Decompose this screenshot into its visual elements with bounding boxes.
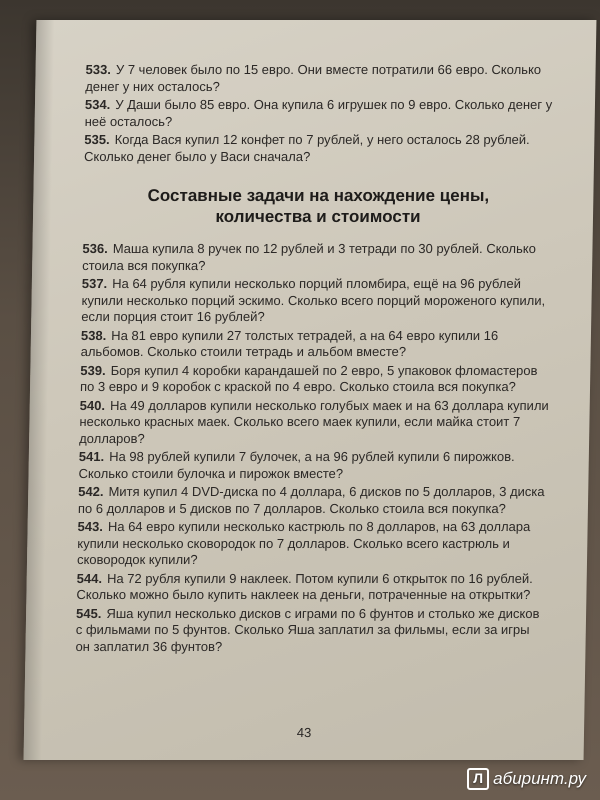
problem-text: На 49 долларов купили несколько голубых маек и на 63 доллара купили несколько красных маек. Сколько всего маек купили, если майка стоит 7 долларов? xyxy=(79,397,549,446)
labirint-logo-icon: Л xyxy=(467,768,489,790)
problem-540 xyxy=(79,398,550,448)
problem-text: На 72 рубля купили 9 наклеек. Потом купили 6 открыток по 16 рублей. Сколько можно было купить наклеек на деньги, потраченные на открытки? xyxy=(76,570,533,602)
problem-539 xyxy=(80,363,551,396)
problem-text: У 7 человек было по 15 евро. Они вместе потратили 66 евро. Сколько денег у них осталось? xyxy=(85,62,542,94)
problem-543 xyxy=(77,519,548,569)
problem-number: 542. xyxy=(78,484,104,499)
problem-number: 538. xyxy=(80,327,107,343)
problem-536 xyxy=(82,241,553,274)
page-number: 43 xyxy=(296,725,312,740)
problem-542 xyxy=(78,484,549,517)
problem-number: 543. xyxy=(77,519,104,534)
book-page xyxy=(24,20,597,760)
problem-number: 534. xyxy=(84,97,111,112)
problem-text: Когда Вася купил 12 конфет по 7 рублей, у него осталось 28 рублей. Сколько денег было у Васи сначала? xyxy=(83,132,530,164)
problem-number: 545. xyxy=(75,605,102,621)
problem-text: Маша купила 8 ручек по 12 рублей и 3 тетради по 30 рублей. Сколько стоила вся покупка? xyxy=(82,241,537,273)
problem-text: Митя купил 4 DVD-диска по 4 доллара, 6 дисков по 5 долларов, 3 диска по 6 долларов и 5 дисков по 7 долларов. Сколько стоила вся покупка? xyxy=(77,484,545,516)
problem-537 xyxy=(81,276,552,326)
section-title xyxy=(83,185,554,227)
problem-number: 537. xyxy=(81,276,108,291)
problem-533 xyxy=(85,62,556,95)
problem-number: 539. xyxy=(80,362,106,378)
problem-534 xyxy=(85,97,556,130)
problems-after-list xyxy=(75,241,552,655)
problem-541 xyxy=(78,449,549,482)
problem-number: 541. xyxy=(78,449,105,464)
problem-text: На 64 рубля купили несколько порций пломбира, ещё на 96 рублей купили несколько порций эскимо. Сколько всего порций мороженого купили, если порция стоит 16 рублей? xyxy=(81,276,546,324)
problem-text: На 81 евро купили 27 толстых тетрадей, а на 64 евро купили 16 альбомов. Сколько стоили тетрадь и альбом вместе? xyxy=(80,327,499,359)
problems-before-list xyxy=(84,62,556,165)
section-title-line1: Составные задачи на нахождение цены, xyxy=(147,186,490,205)
problem-text: Яша купил несколько дисков с играми по 6 фунтов и столько же дисков с фильмами по 5 фунтов. Сколько Яша заплатил за фильмы, если за игры он заплатил 36 фунтов? xyxy=(75,605,540,654)
labirint-watermark xyxy=(467,768,586,790)
problem-number: 544. xyxy=(76,570,103,586)
watermark-text: абиринт.ру xyxy=(493,769,586,788)
problem-text: У Даши было 85 евро. Она купила 6 игрушек по 9 евро. Сколько денег у неё осталось? xyxy=(84,97,553,129)
problem-538 xyxy=(81,328,552,361)
problem-535 xyxy=(84,132,555,165)
problem-545 xyxy=(75,606,546,656)
problem-text: Боря купил 4 коробки карандашей по 2 евро, 5 упаковок фломастеров по 3 евро и 9 коробок с краской по 4 евро. Сколько стоила вся покупка? xyxy=(79,362,538,394)
problem-544 xyxy=(76,571,547,604)
problem-text: На 98 рублей купили 7 булочек, а на 96 рублей купили 6 пирожков. Сколько стоили булочка и пирожок вместе? xyxy=(78,449,515,481)
problem-text: На 64 евро купили несколько кастрюль по 8 долларов, на 63 доллара купили несколько сковородок по 7 долларов. Сколько всего кастрюль и сковородок купили? xyxy=(76,519,531,567)
page-content xyxy=(75,62,555,657)
problem-number: 536. xyxy=(82,241,108,256)
problem-number: 535. xyxy=(84,132,110,147)
problem-number: 533. xyxy=(85,62,112,77)
problem-number: 540. xyxy=(79,397,106,413)
section-title-line2: количества и стоимости xyxy=(215,207,421,226)
